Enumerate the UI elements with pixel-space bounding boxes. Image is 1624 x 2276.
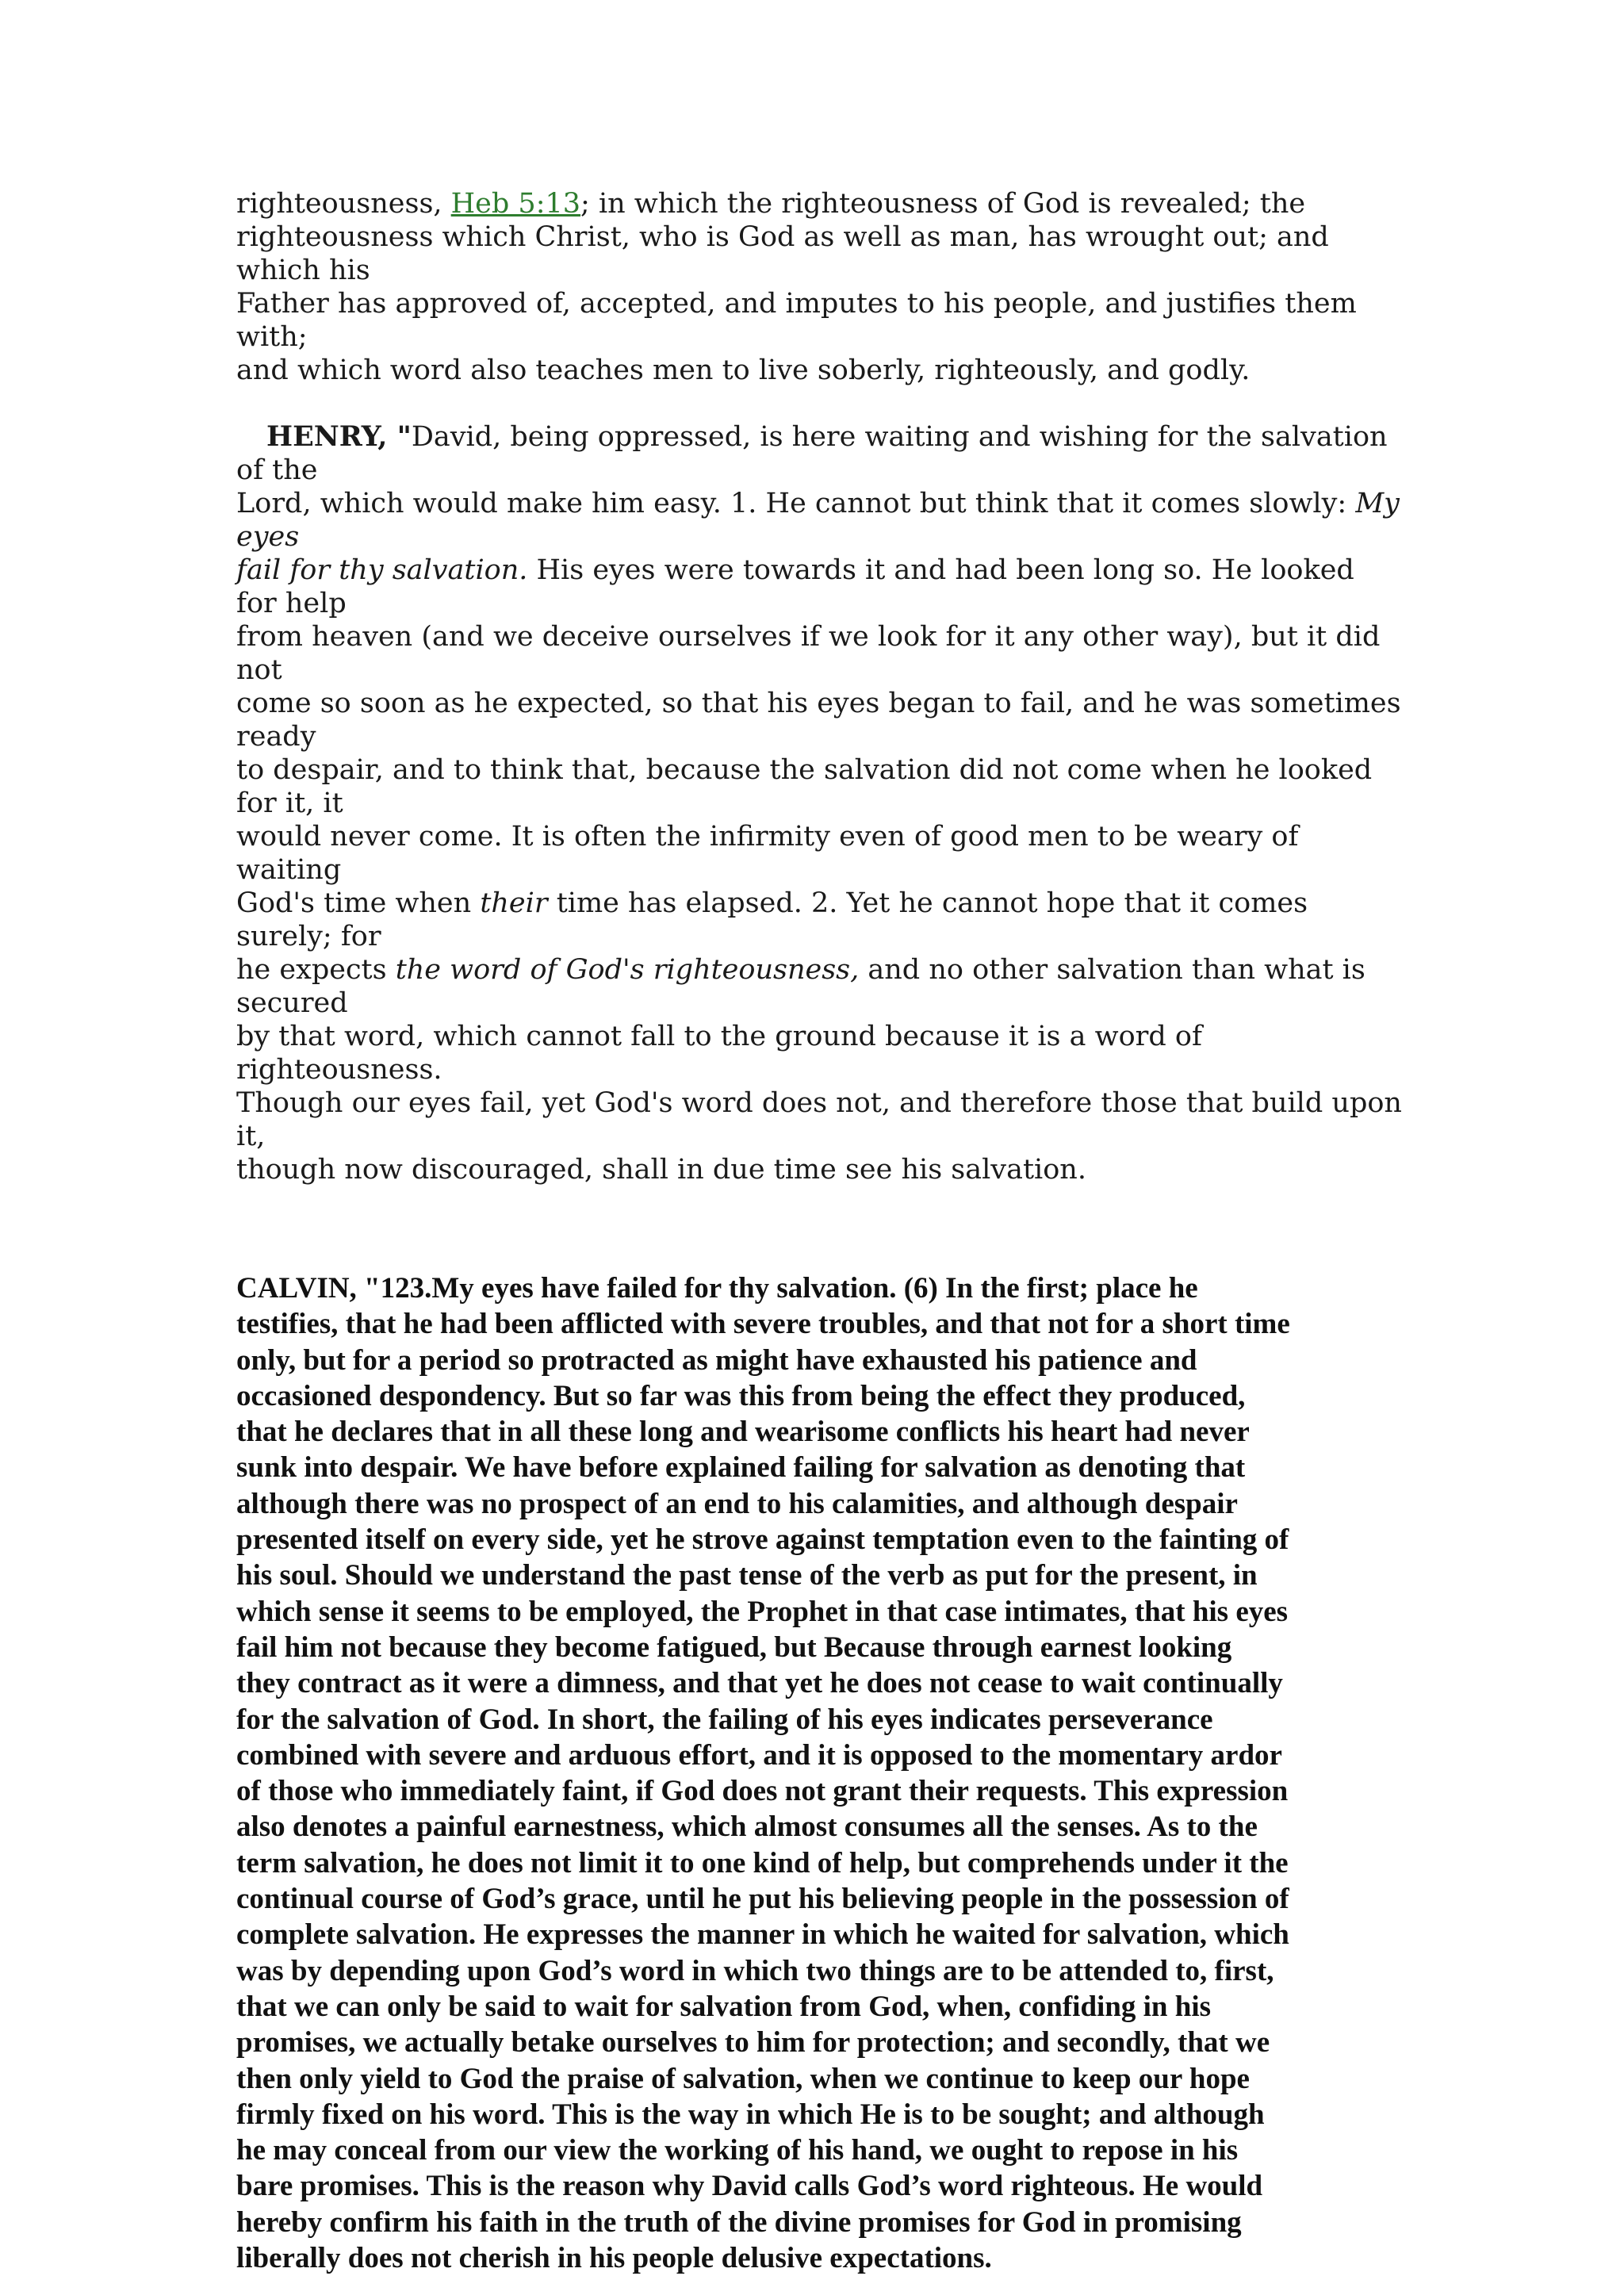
paragraph-gill-continuation (236, 187, 1402, 387)
italic-quote: the word of God's righteousness, (395, 954, 860, 986)
paragraph-text: ; in which the righteousness of God is revealed; the righteousness which Christ, who is God as well as man, has wrought out; and which his Father has approved of, accepted, and imputes to his people, and justifies them with; and which word also teaches men to live soberly, righteously, and godly. (236, 188, 1357, 386)
scripture-link-heb-5-13[interactable]: Heb 5:13 (450, 188, 581, 220)
paragraph-text: time has elapsed. 2. Yet he cannot hope that it comes surely; for he expects (236, 887, 1308, 986)
paragraph-text: David, being oppressed, is here waiting and wishing for the salvation of the Lord, which would make him easy. 1. He cannot but think that it comes slowly: (236, 421, 1388, 519)
commentator-heading-henry: HENRY, " (266, 420, 412, 453)
paragraph-calvin: CALVIN, "123.My eyes have failed for thy salvation. (6) In the first; place he testifies, that he had been afflicted with severe troubles, and that not for a short time only, but for a period so protracted as might have exhausted his patience and occasioned despondency. But so far was this from being the effect they produced, that he declares that in all these long and wearisome conflicts his heart had never sunk into despair. We have before explained failing for salvation as denoting that although there was no prospect of an end to his calamities, and although despair presented itself on every side, yet he strove against temptation even to the fainting of his soul. Should we understand the past tense of the verb as put for the present, in which sense it seems to be employed, the Prophet in that case intimates, that his eyes fail him not because they become fatigued, but Because through earnest looking they contract as it were a dimness, and that yet he does not cease to wait continually for the salvation of God. In short, the failing of his eyes indicates perseverance combined with severe and arduous effort, and it is opposed to the momentary ardor of those who immediately faint, if God does not grant their requests. This expression also denotes a painful earnestness, which almost consumes all the senses. As to the term salvation, he does not limit it to one kind of help, but comprehends under it the continual course of God’s grace, until he put his believing people in the possession of complete salvation. He expresses the manner in which he waited for salvation, which was by depending upon God’s word in which two things are to be attended to, first, that we can only be said to wait for salvation from God, when, confiding in his promises, we actually betake ourselves to him for protection; and secondly, that we then only yield to God the praise of salvation, when we continue to keep our hope firmly fixed on his word. This is the way in which He is to be sought; and although he may conceal from our view the working of his hand, we ought to repose in his bare promises. This is the reason why David calls God’s word righteous. He would hereby confirm his faith in the truth of the divine promises for God in promising liberally does not cherish in his people delusive expectations. (236, 1272, 1290, 2275)
paragraph-text: His eyes were towards it and had been long so. He looked for help from heaven (and we deceive ourselves if we look for it any other way), but it did not come so soon as he expected, so that his eyes began to fail, and he was sometimes ready to despair, and to think that, because the salvation did not come when he looked for it, it would never come. It is often the infirmity even of good men to be weary of waiting God's time when (236, 554, 1401, 919)
paragraph-text: and no other salvation than what is secured by that word, which cannot fall to the ground because it is a word of righteousness. Though our eyes fail, yet God's word does not, and therefore those that build upon it, though now discouraged, shall in due time see his salvation. (236, 954, 1402, 1186)
paragraph-text: righteousness, (236, 188, 451, 220)
paragraph-henry (236, 420, 1402, 1186)
italic-quote: My eyes fail for thy salvation. (236, 488, 1400, 586)
italic-word: their (480, 887, 548, 919)
document-page (236, 187, 1402, 2276)
